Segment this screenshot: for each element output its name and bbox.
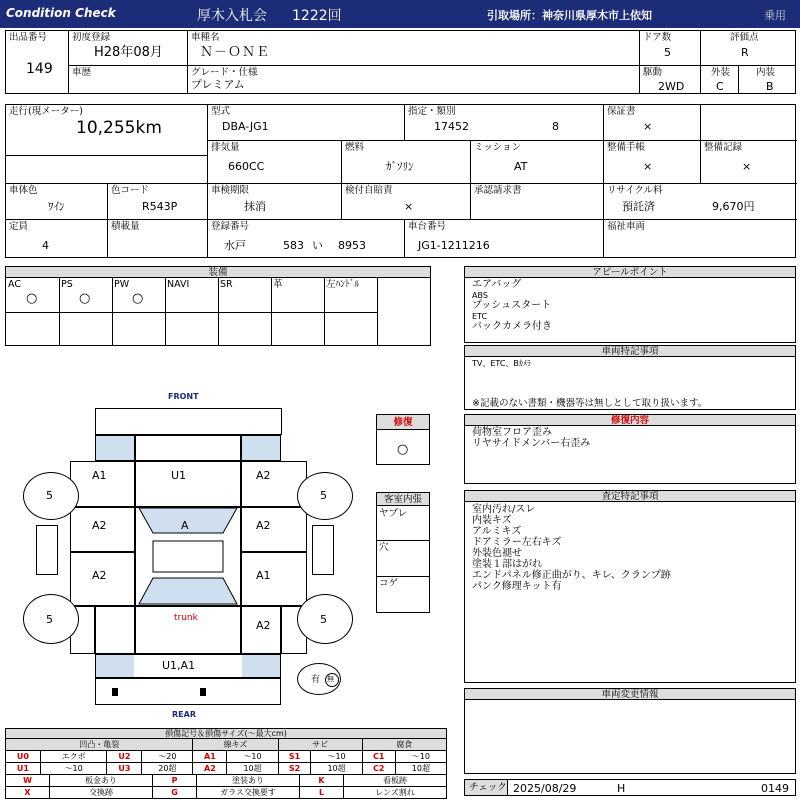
load-label: 積載量 [111,221,140,232]
legend-code: S2 [278,763,311,775]
special-notes-disclaimer: ※記載のない書類・機器等は無しとして取り扱います。 [472,398,708,409]
plate-number: 8953 [338,239,366,252]
drive: 2WD [658,80,685,93]
legend-code: L [300,787,344,799]
legend-desc: 板金あり [50,775,153,787]
equip-lhd-label: 左ﾊﾝﾄﾞﾙ [326,279,360,290]
legend-desc: エクボ [40,751,107,763]
legend-code: U0 [6,751,41,763]
tire-rr-depth: 5 [320,613,327,626]
repair-box [376,414,430,465]
cabin-tear: ヤブレ [379,508,408,519]
check-inspector: H [617,782,626,795]
insurance-label: 検付自賠責 [345,185,393,196]
displacement-label: 排気量 [211,142,240,153]
equip-ac-label: AC [8,279,21,290]
inspection-note: エンドパネル修正曲がり、キレ、クランプ跡 [472,570,671,581]
mileage: 10,255km [76,118,162,138]
legend-desc: 10超 [395,763,446,775]
equip-pw-label: PW [114,279,130,290]
repair-details-title: 修復内容 [465,415,795,426]
inspection-note: 塗装１部はがれ [472,559,542,570]
spare-tire-no: 無 [327,675,334,683]
plate-area: 水戸 [224,239,246,252]
recycle-fee: 9,670円 [712,200,755,213]
special-notes-panel [464,345,796,410]
mark-front-right: A2 [256,469,271,482]
legend-desc: ～10 [311,751,362,763]
special-notes-text: TV、ETC、Bｶﾒﾗ [472,359,531,368]
legend-desc: 10超 [311,763,362,775]
doors-label: ドア数 [643,32,672,43]
legend-desc: ～10 [40,763,107,775]
legend-code: C1 [362,751,395,763]
car-diagram [0,380,370,725]
equip-ps-label: PS [61,279,73,290]
approval-label: 承認請求書 [474,185,522,196]
grade-score-label: 評価点 [730,32,759,43]
legend-header: サビ [278,739,362,751]
appeal-item: バックカメラ付き [472,321,552,332]
inspection-notes-title: 査定特記事項 [465,491,795,502]
inspection-label: 車検期限 [211,185,250,196]
mission: AT [514,160,528,173]
warranty: × [643,120,653,133]
legend-desc: ガラス交換要す [197,787,300,799]
legend-code: A2 [193,763,227,775]
legend-table-2 [5,774,447,799]
drive-label: 駆動 [643,67,663,78]
inspection-note: パンク修理キット有 [472,581,562,592]
inspection-note: 外装色褪せ [472,548,522,559]
lot-label: 出品番号 [9,32,48,43]
mark-right-front-door: A2 [256,519,271,532]
legend-desc: 交換跡 [50,787,153,799]
mark-right-quarter: A2 [256,619,271,632]
model-type: DBA-JG1 [222,120,269,133]
mark-right-rear-door: A1 [256,569,271,582]
equip-sr-label: SR [220,279,233,290]
designation-label: 指定・類別 [408,106,456,117]
mark-left-front-door: A2 [92,519,107,532]
check-label: チェック [469,782,507,793]
first-reg-label: 初度登録 [72,32,111,43]
inspection-note: アルミキズ [472,526,522,537]
appeal-item: ETC [472,312,488,321]
legend-title: 損傷記号＆損傷サイズ(～最大cm) [5,728,447,739]
legend-header: 腐食 [362,739,446,751]
manual-label: 整備手帳 [607,142,646,153]
cabin-title: 客室内張 [377,493,429,506]
grade-score: R [741,46,749,59]
history-label: 車歴 [72,67,92,78]
change-info-panel [464,688,796,774]
lot-number: 149 [26,61,53,77]
check-date: 2025/08/29 [513,782,577,795]
warranty-label: 保証書 [607,106,636,117]
repair-detail-item: リヤサイドメンバー右歪み [472,438,591,449]
service-record: × [742,160,752,173]
doors: 5 [664,46,671,59]
legend-code: U1 [6,763,41,775]
damage-legend [5,728,447,798]
front-label: FRONT [168,392,199,401]
welfare-label: 福祉車両 [607,221,646,232]
special-notes-title: 車両特記事項 [465,346,795,357]
auction-session: 1222回 [292,8,342,24]
fuel: ｶﾞｿﾘﾝ [386,160,414,173]
tail-lamp-left [112,688,118,696]
first-reg: H28年08月 [94,45,163,60]
appeal-item: ABS [472,291,488,300]
tire-fr-depth: 5 [320,489,327,502]
ext-label: 外装 [711,67,731,78]
grade: プレミアム [191,78,245,91]
body-color: ﾜｲﾝ [48,200,65,213]
tail-lamp-right [200,688,206,696]
repair-title: 修復 [377,415,429,430]
legend-code: G [153,787,197,799]
inspection-note: 内装キズ [472,515,512,526]
auction-name: 厚木入札会 [197,8,267,24]
mileage-label: 走行(現メーター) [9,106,83,117]
appeal-item: プッシュスタート [472,300,552,311]
appeal-panel [464,266,796,343]
mark-windshield: A [181,519,189,532]
mark-front-left: A1 [92,469,107,482]
capacity-label: 定員 [9,221,29,232]
spare-tire-yes: 有 [311,675,321,685]
capacity: 4 [42,239,49,252]
check-number: 0149 [761,782,789,795]
category: 乗用 [764,9,786,22]
service-label: 整備記録 [704,142,743,153]
class-no: 8 [552,120,559,133]
legend-desc: ～20 [142,751,193,763]
designation: 17452 [434,120,469,133]
equipment-panel [5,266,431,346]
legend-header: 凹凸・亀裂 [6,739,193,751]
inspection-note: 室内汚れ/スレ [472,504,536,515]
recycle-label: リサイクル料 [607,185,663,196]
inspection-notes-panel [464,490,796,683]
repair-details-panel [464,414,796,484]
legend-desc: 塗装あり [197,775,300,787]
tire-rl-depth: 5 [46,613,53,626]
grade-label: グレード・仕様 [191,67,258,78]
equip-leather-label: 革 [273,279,283,290]
change-info-title: 車両変更情報 [465,689,795,700]
pickup-location: 引取場所：神奈川県厚木市上依知 [487,9,652,22]
equipment-title: 装備 [6,267,430,278]
fuel-label: 燃料 [345,142,365,153]
equip-pw-mark: ○ [132,291,144,306]
model-label: 車種名 [191,32,220,43]
chassis-number: JG1-1211216 [418,239,490,252]
rear-label: REAR [172,710,196,719]
interior-score: B [766,80,774,93]
mark-left-rear-door: A2 [92,569,107,582]
header-bar [0,0,800,28]
legend-code: K [300,775,344,787]
equip-ps-mark: ○ [79,291,91,306]
legend-code: U3 [107,763,142,775]
trunk-label: trunk [174,613,198,623]
type-label: 型式 [211,106,231,117]
repair-mark: ○ [397,442,409,457]
model-name: Ｎ－ＯＮＥ [200,45,271,60]
cabin-box [376,492,430,613]
mark-hood: U1 [171,469,187,482]
plate-kana: い [312,239,323,252]
check-footer [464,779,796,796]
inspection: 抹消 [244,200,266,213]
brand-title: Condition Check [6,6,116,20]
appeal-item: エアバッグ [472,279,522,290]
info-block-top [5,30,796,94]
legend-desc: 看板跡 [344,775,447,787]
plate-class: 583 [283,239,304,252]
legend-table [5,738,447,775]
insurance: × [404,200,414,213]
displacement: 660CC [228,160,265,173]
repair-detail-item: 荷物室フロア歪み [472,427,552,438]
color-label: 車体色 [9,185,38,196]
legend-code: C2 [362,763,395,775]
tire-fl-depth: 5 [46,489,53,502]
legend-code: W [6,775,50,787]
legend-code: U2 [107,751,142,763]
legend-header: 線キズ [193,739,278,751]
info-block-mid [5,104,796,258]
legend-code: P [153,775,197,787]
cabin-hole: 穴 [379,542,389,553]
plate-label: 登録番号 [211,221,250,232]
chassis-label: 車台番号 [408,221,447,232]
exterior-score: C [716,80,724,93]
legend-code: X [6,787,50,799]
equip-navi-label: NAVI [167,279,190,290]
legend-code: A1 [193,751,227,763]
inspection-note: ドアミラー左右キズ [472,537,562,548]
color-code: R543P [142,200,178,213]
manual: × [643,160,653,173]
mission-label: ミッション [474,142,522,153]
legend-desc: ～10 [395,751,446,763]
mark-rear-bumper: U1,A1 [162,659,196,672]
legend-desc: レンズ割れ [344,787,447,799]
equip-ac-mark: ○ [26,291,38,306]
int-label: 内装 [756,67,776,78]
legend-code: S1 [278,751,311,763]
legend-desc: 10超 [227,763,278,775]
cabin-burn: コゲ [379,578,399,589]
legend-desc: ～10 [227,751,278,763]
appeal-title: アピールポイント [465,267,795,278]
color-code-label: 色コード [111,185,150,196]
recycle-status: 預託済 [622,200,655,213]
legend-desc: 20超 [142,763,193,775]
